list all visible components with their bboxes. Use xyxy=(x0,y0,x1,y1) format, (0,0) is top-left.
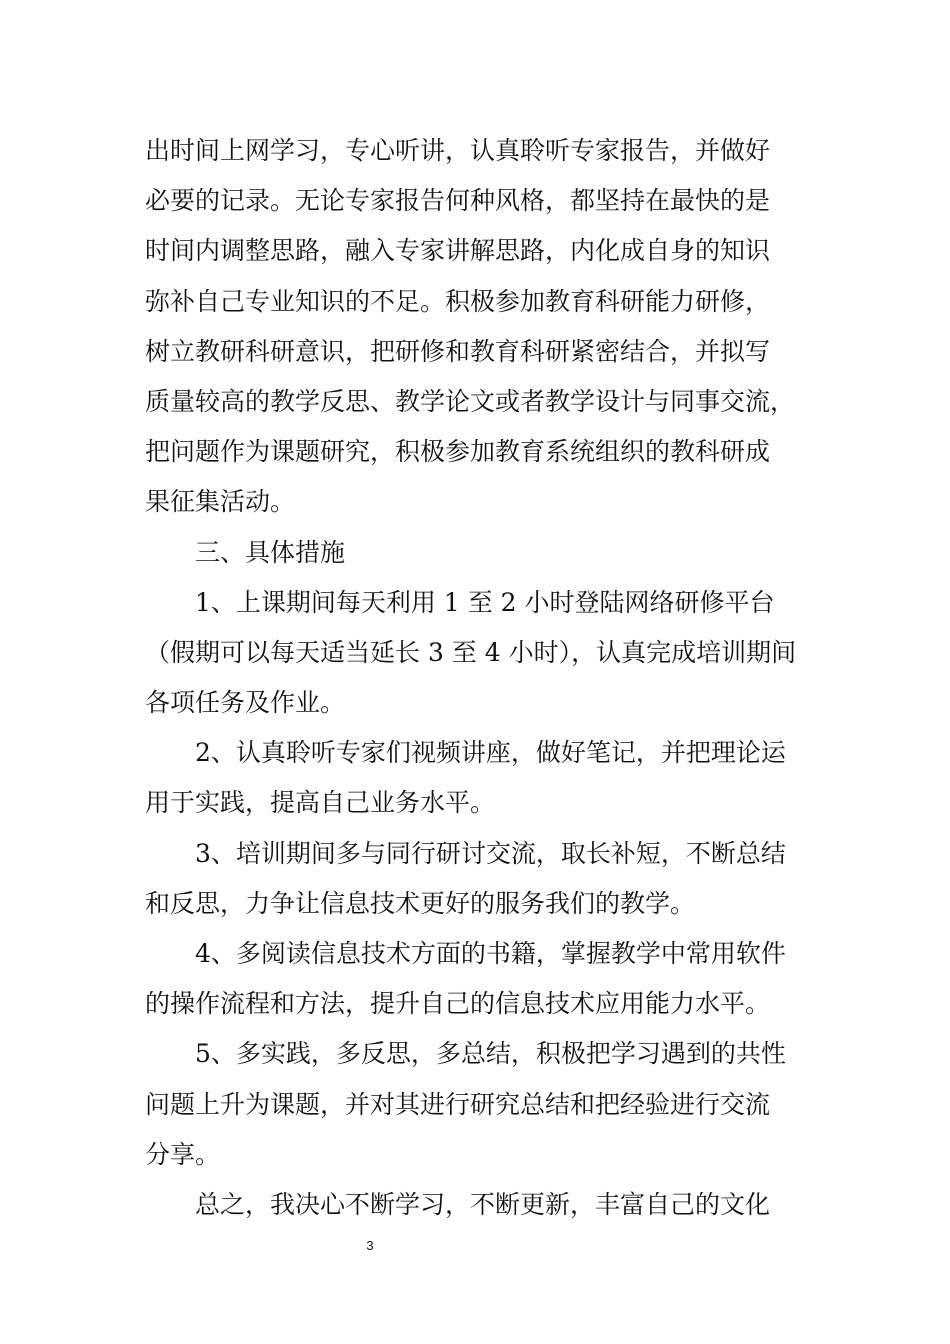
body-text xyxy=(145,126,815,1230)
text-line: （假期可以每天适当延长 3 至 4 小时），认真完成培训期间 xyxy=(145,637,797,667)
text-line: 的操作流程和方法，提升自己的信息技术应用能力水平。 xyxy=(145,989,771,1019)
text-line: 必要的记录。无论专家报告何种风格，都坚持在最快的是 xyxy=(145,186,771,216)
text-line: 各项任务及作业。 xyxy=(145,688,346,718)
text-line: 树立教研科研意识，把研修和教育科研紧密结合，并拟写 xyxy=(145,336,771,366)
text-line: 3、培训期间多与同行研讨交流，取长补短，不断总结 xyxy=(195,838,786,868)
text-line: 1、上课期间每天利用 1 至 2 小时登陆网络研修平台 xyxy=(195,587,775,617)
text-line: 三、具体措施 xyxy=(195,537,346,567)
text-line: 时间内调整思路，融入专家讲解思路，内化成自身的知识 xyxy=(145,236,771,266)
text-line: 把问题作为课题研究，积极参加教育系统组织的教科研成 xyxy=(145,437,771,467)
page-number: 3 xyxy=(366,1238,374,1253)
text-line: 4、多阅读信息技术方面的书籍，掌握教学中常用软件 xyxy=(195,939,786,968)
text-line: 分享。 xyxy=(145,1139,221,1169)
text-line: 问题上升为课题，并对其进行研究总结和把经验进行交流 xyxy=(145,1089,771,1119)
text-line: 出时间上网学习，专心听讲，认真聆听专家报告，并做好 xyxy=(145,136,771,165)
text-line: 和反思，力争让信息技术更好的服务我们的教学。 xyxy=(145,888,696,918)
text-line: 果征集活动。 xyxy=(145,487,296,517)
text-line: 总之，我决心不断学习，不断更新，丰富自己的文化 xyxy=(195,1189,771,1219)
text-line: 弥补自己专业知识的不足。积极参加教育科研能力研修， xyxy=(145,286,771,316)
text-line: 5、多实践，多反思，多总结，积极把学习遇到的共性 xyxy=(195,1039,786,1069)
text-line: 质量较高的教学反思、教学论文或者教学设计与同事交流， xyxy=(145,386,796,416)
text-line: 2、认真聆听专家们视频讲座，做好笔记，并把理论运 xyxy=(195,738,786,768)
text-line: 用于实践，提高自己业务水平。 xyxy=(145,788,496,818)
